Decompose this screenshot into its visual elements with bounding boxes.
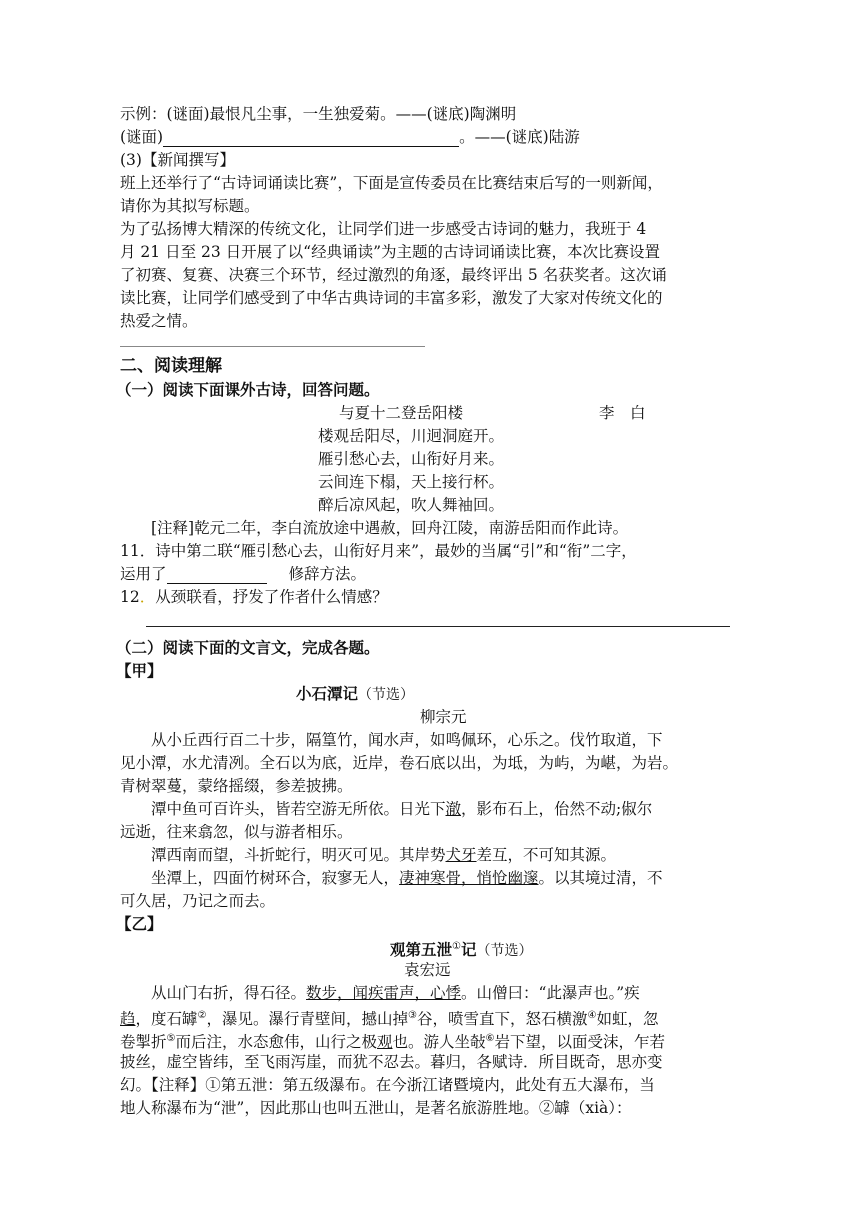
divider — [120, 346, 425, 347]
poem-line-1: 楼观岳阳尽，川迥洞庭开。 — [318, 427, 505, 445]
poem-line-2: 雁引愁心去，山衔好月来。 — [318, 450, 505, 468]
question-12: 12．从颈联看，抒发了作者什么情感？ — [120, 588, 388, 606]
rhetoric-blank[interactable] — [167, 567, 267, 584]
passage-2-line3: 卷掣折⑤而后注，水态愈伟，山行之极观也。游人坐敧⑥岩下望，以面受沫，乍若 — [120, 1033, 666, 1052]
passage-1-author: 柳宗元 — [420, 708, 467, 726]
passage-1-p4-line2: 可久居，乃记之而去。 — [120, 892, 276, 910]
section-2-title: 二、阅读理解 — [120, 356, 222, 376]
poem-author: 李 白 — [599, 404, 646, 422]
question-11: 11．诗中第二联“雁引愁心去，山衔好月来”，最妙的当属“引”和“衔”二字， — [120, 542, 637, 560]
news-heading: (3)【新闻撰写】 — [120, 151, 235, 169]
riddle-blank[interactable] — [163, 130, 459, 147]
news-instruction-1: 班上还举行了“古诗词诵读比赛”，下面是宣传委员在比赛结束后写的一则新闻， — [120, 174, 663, 192]
passage-2-line4: 披丝，虚空皆纬，至飞雨泻崖，而犹不忍去。暮归，各赋诗．所目既奇，思亦变 — [120, 1053, 663, 1071]
passage-2-author: 袁宏远 — [404, 961, 451, 979]
poem-line-3: 云间连下榻，天上接行杯。 — [318, 473, 505, 491]
subsection-1-title: （一）阅读下面课外古诗，回答问题。 — [116, 380, 380, 399]
news-body-1: 为了弘扬博大精深的传统文化，让同学们进一步感受古诗词的魅力，我班于 4 — [120, 220, 647, 238]
passage-2-line1: 从山门右折，得石径。数步，闻疾雷声，心悸。山僧曰：“此瀑声也。”疾 — [151, 984, 640, 1002]
poem-title: 与夏十二登岳阳楼 — [339, 404, 464, 422]
passage-1-p1-line3: 青树翠蔓，蒙络摇缀，参差披拂。 — [120, 777, 353, 795]
news-body-3: 了初赛、复赛、决赛三个环节，经过激烈的角逐，最终评出 5 名获奖者。这次诵 — [120, 266, 667, 284]
passage-1-p1-line1: 从小丘西行百二十步，隔篁竹，闻水声，如鸣佩环，心乐之。伐竹取道，下 — [151, 731, 663, 749]
passage-1-title: 小石潭记（节选） — [296, 684, 415, 703]
news-body-2: 月 21 日至 23 日开展了以“经典诵读”为主题的古诗词诵读比赛，本次比赛设置 — [120, 243, 661, 261]
passage-1-p3: 潭西南而望，斗折蛇行，明灭可见。其岸势犬牙差互，不可知其源。 — [151, 846, 617, 864]
poem-note: [注释]乾元二年，李白流放途中遇赦，回舟江陵，南游岳阳而作此诗。 — [151, 519, 629, 537]
passage-yi-label: 【乙】 — [116, 914, 163, 933]
poem-line-4: 醉后凉风起，吹人舞袖回。 — [318, 496, 505, 514]
passage-2-title: 观第五泄①记（节选） — [390, 940, 533, 960]
subsection-2-title: （二）阅读下面的文言文，完成各题。 — [116, 638, 380, 657]
passage-2-line2: 趋，度石罅②，瀑见。瀑行青壁间，撼山掉③谷，喷雪直下，怒石横激④如虹，忽 — [120, 1010, 659, 1029]
passage-2-line5: 幻。【注释】①第五泄：第五级瀑布。在今浙江诸暨境内，此处有五大瀑布，当 — [120, 1076, 655, 1094]
passage-1-p4-line1: 坐潭上，四面竹树环合，寂寥无人，凄神寒骨，悄怆幽邃。以其境过清，不 — [151, 869, 663, 887]
passage-2-line6: 地人称瀑布为“泄”，因此那山也叫五泄山，是著名旅游胜地。②罅（xià）： — [120, 1099, 632, 1117]
passage-1-p1-line2: 见小潭，水尤清冽。全石以为底，近岸，卷石底以出，为坻，为屿，为嵁，为岩。 — [120, 754, 679, 772]
answer-line-12[interactable] — [146, 626, 730, 627]
passage-1-p2-line1: 潭中鱼可百许头，皆若空游无所依。日光下澈，影布石上，佁然不动;俶尔 — [151, 800, 653, 818]
news-body-4: 读比赛，让同学们感受到了中华古典诗词的丰富多彩，激发了大家对传统文化的 — [120, 289, 663, 307]
riddle-answer-line: (谜面) 。——(谜底)陆游 — [120, 128, 580, 146]
passage-1-p2-line2: 远逝，往来翕忽，似与游者相乐。 — [120, 823, 353, 841]
passage-jia-label: 【甲】 — [116, 661, 163, 680]
news-body-5: 热爱之情。 — [120, 312, 198, 330]
news-instruction-2: 请你为其拟写标题。 — [120, 197, 260, 215]
example-riddle: 示例：(谜面)最恨凡尘事，一生独爱菊。——(谜底)陶渊明 — [120, 105, 517, 123]
question-11-blank-line: 运用了 修辞方法。 — [120, 565, 367, 583]
